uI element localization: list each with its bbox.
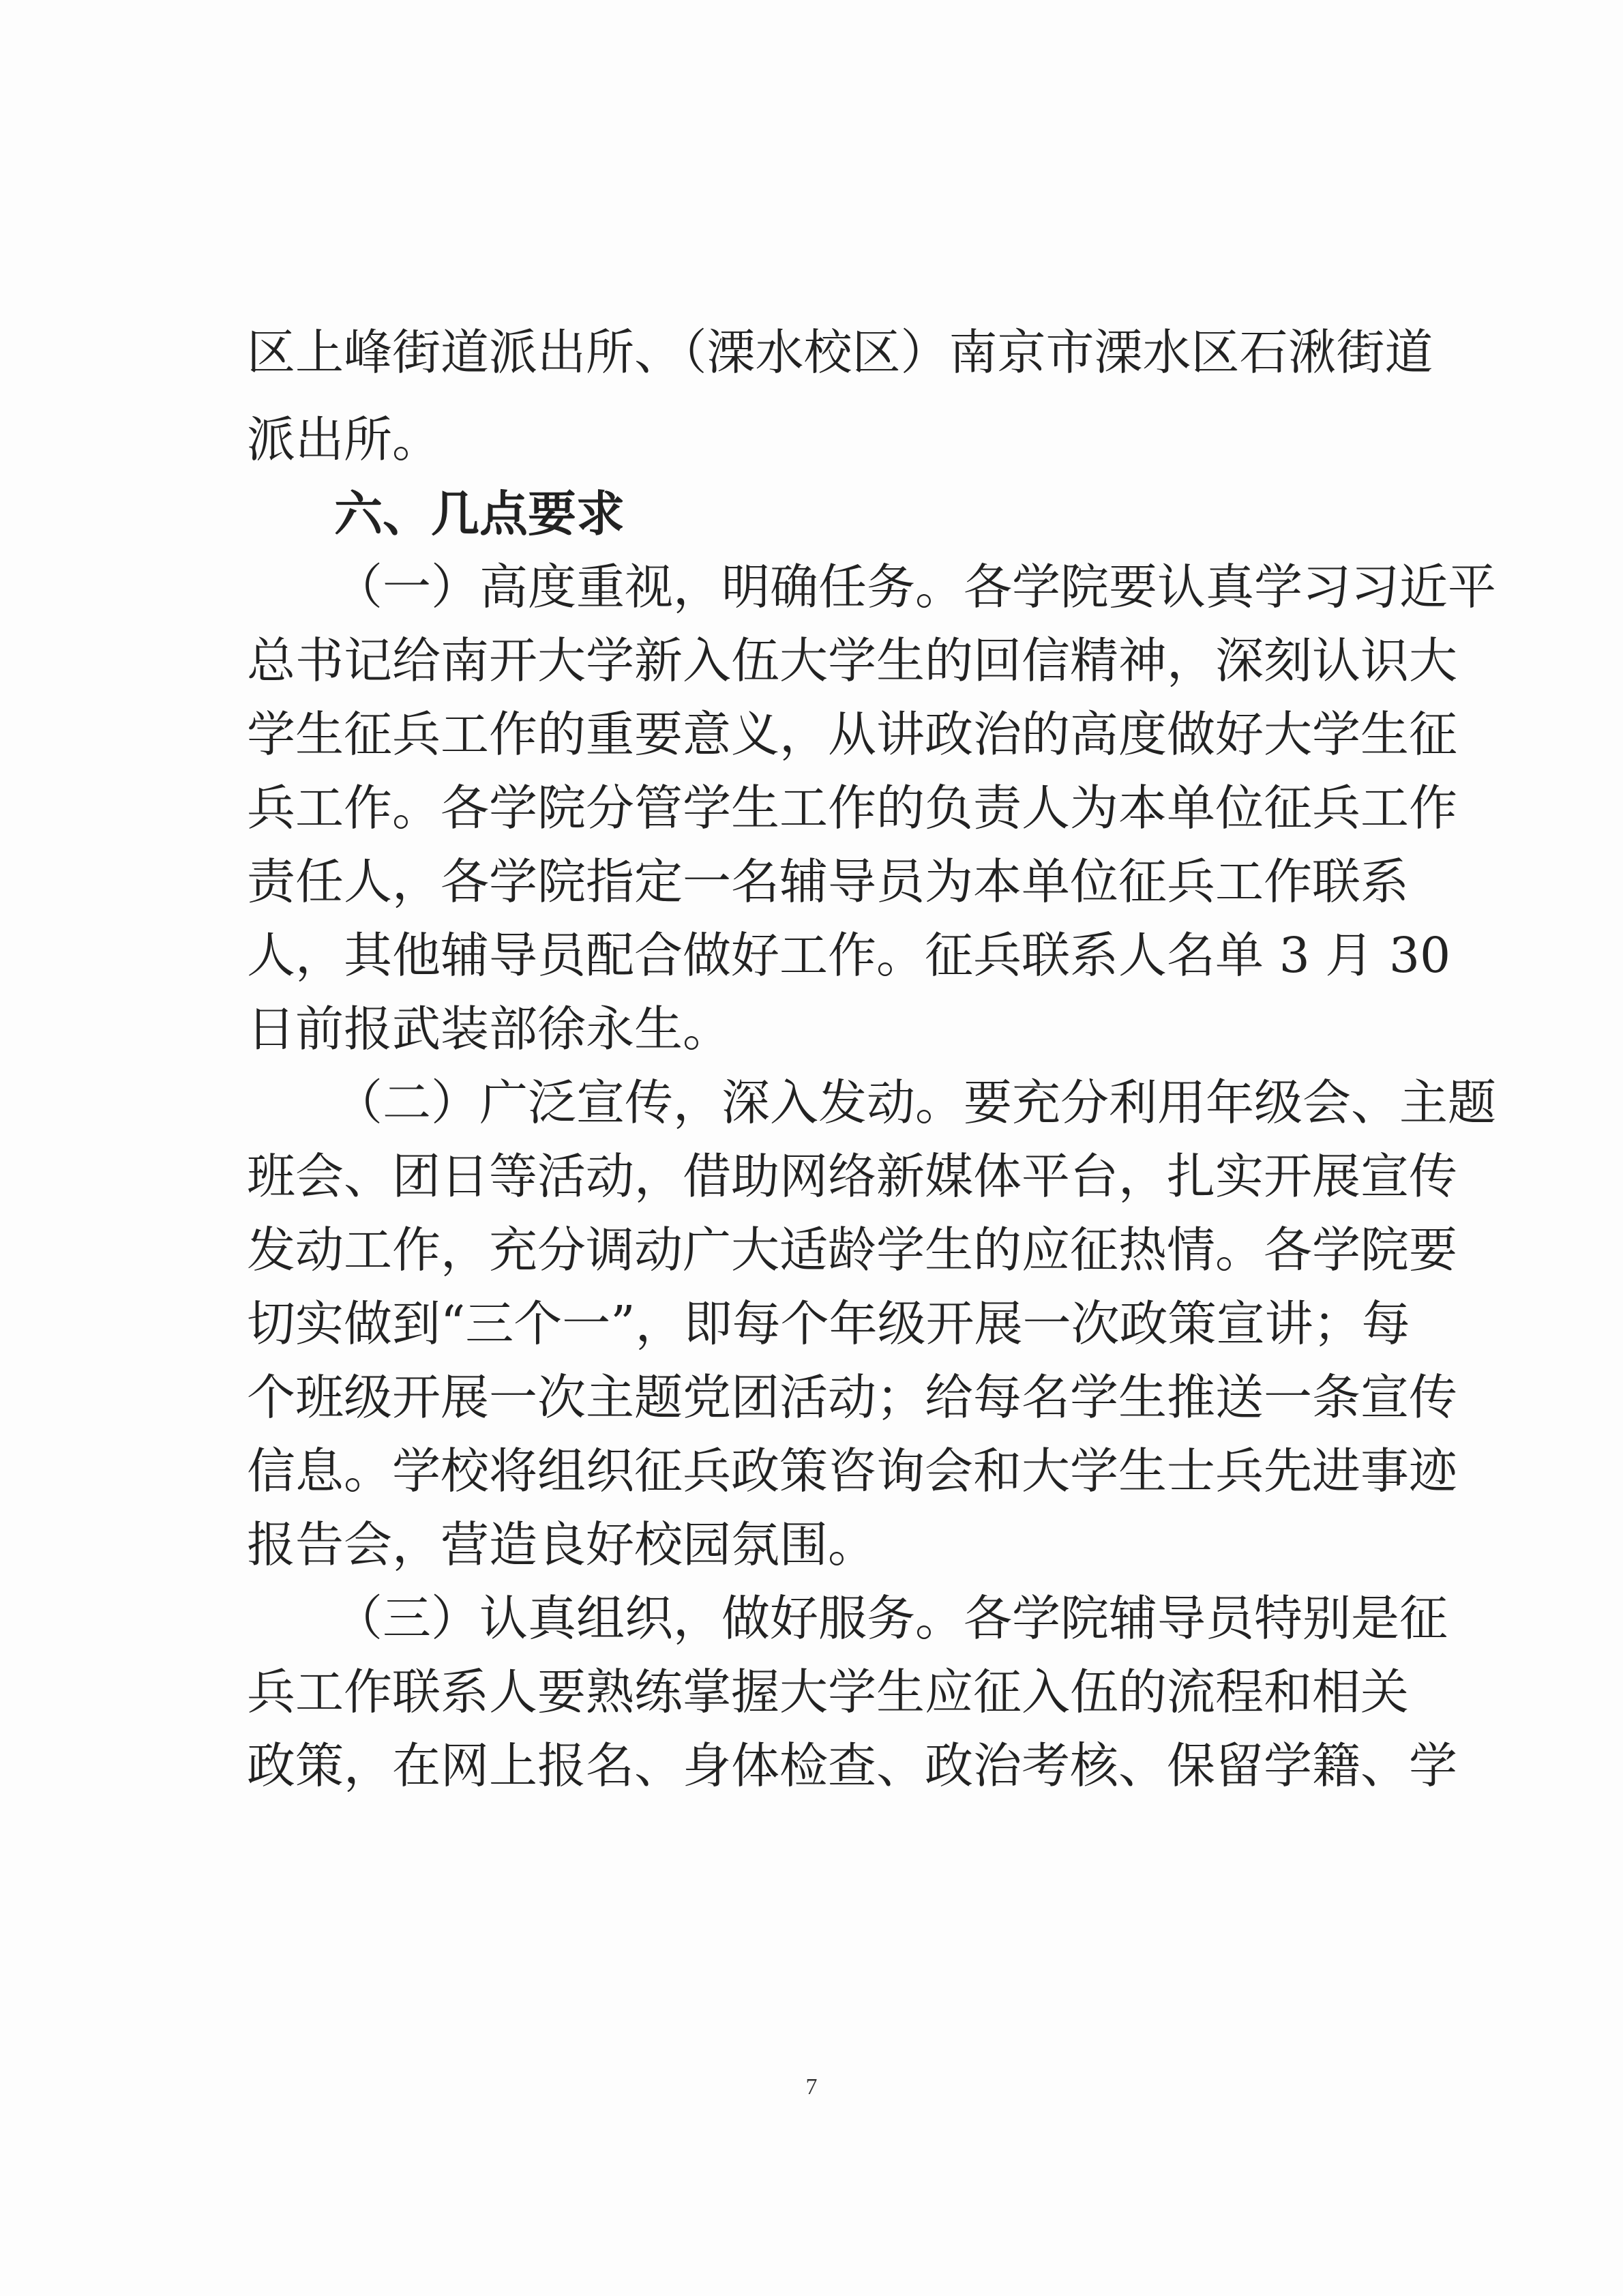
paragraph-first-line: （三）认真组织，做好服务。各学院辅导员特别是征 (334, 1590, 1448, 1647)
text-line: 日前报武装部徐永生。 (247, 1001, 732, 1057)
paragraph-first-line: （二）广泛宣传，深入发动。要充分利用年级会、主题 (334, 1074, 1497, 1131)
text-line: 个班级开展一次主题党团活动；给每名学生推送一条宣传 (247, 1369, 1458, 1426)
paragraph-first-line: （一）高度重视，明确任务。各学院要认真学习习近平 (334, 559, 1497, 615)
text-line: 派出所。 (247, 411, 441, 468)
text-line: 总书记给南开大学新入伍大学生的回信精神，深刻认识大 (247, 632, 1458, 689)
text-line: 区上峰街道派出所、（溧水校区）南京市溧水区石湫街道 (247, 324, 1433, 381)
text-line: 人，其他辅导员配合做好工作。征兵联系人名单 3 月 30 (247, 927, 1451, 984)
page-number: 7 (805, 2074, 818, 2100)
text-line: 兵工作联系人要熟练掌握大学生应征入伍的流程和相关 (247, 1664, 1410, 1720)
text-line: 班会、团日等活动，借助网络新媒体平台，扎实开展宣传 (247, 1148, 1458, 1205)
text-line: 报告会，营造良好校园氛围。 (247, 1516, 877, 1573)
text-line: 学生征兵工作的重要意义，从讲政治的高度做好大学生征 (247, 706, 1458, 763)
text-line: 信息。学校将组织征兵政策咨询会和大学生士兵先进事迹 (247, 1443, 1458, 1499)
text-line: 兵工作。各学院分管学生工作的负责人为本单位征兵工作 (247, 780, 1458, 836)
text-line: 发动工作，充分调动广大适龄学生的应征热情。各学院要 (247, 1222, 1458, 1278)
text-line: 政策，在网上报名、身体检查、政治考核、保留学籍、学 (247, 1737, 1458, 1794)
section-heading: 六、几点要求 (334, 485, 625, 542)
text-line: 责任人，各学院指定一名辅导员为本单位征兵工作联系 (247, 853, 1410, 910)
text-line: 切实做到“三个一”，即每个年级开展一次政策宣讲；每 (247, 1295, 1410, 1352)
